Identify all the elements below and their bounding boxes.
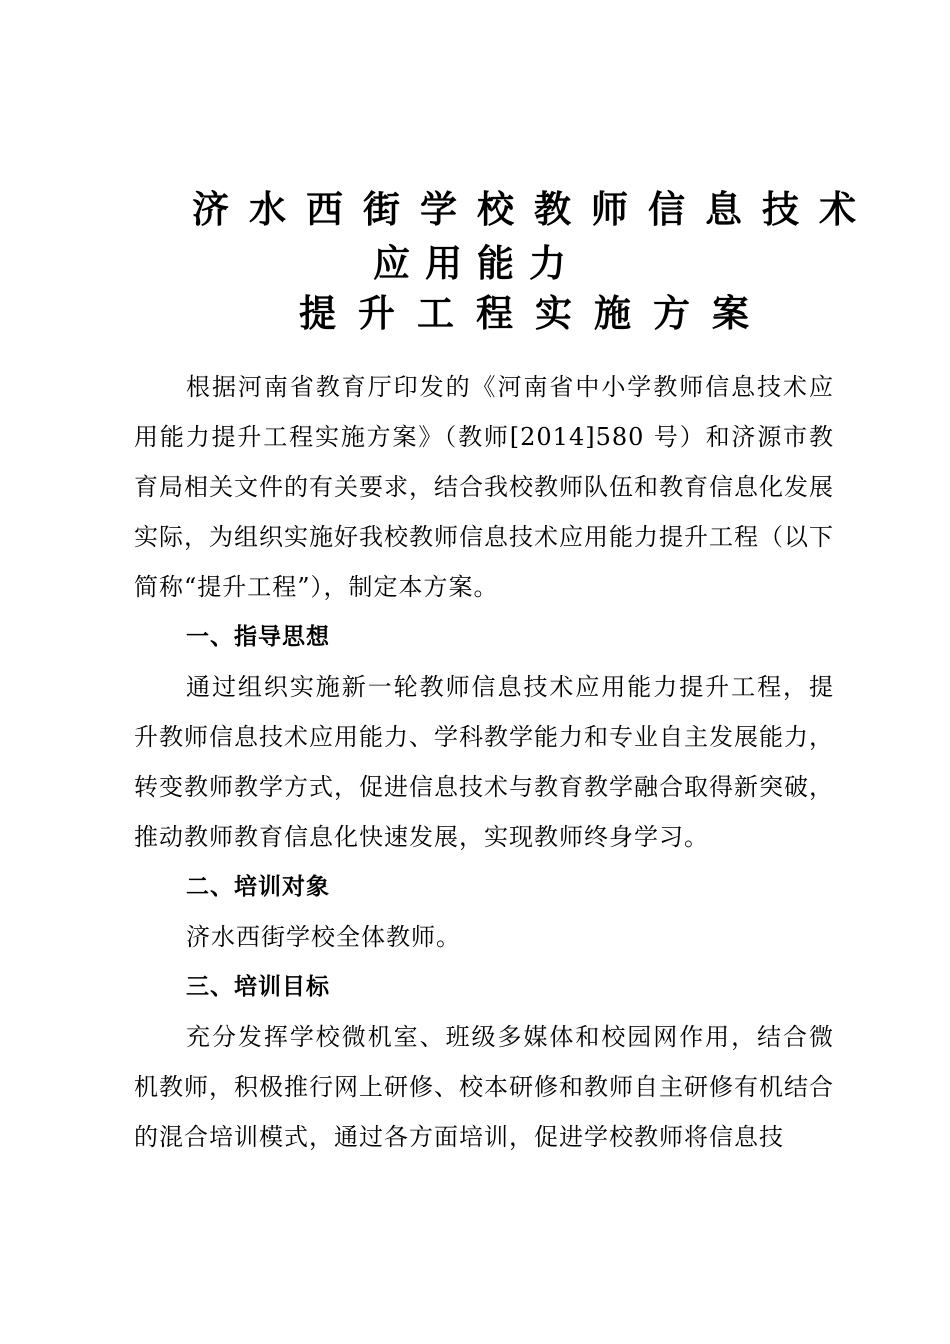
section-heading-guiding-ideology: 一、指导思想 [186, 624, 330, 650]
section-text-training-targets: 济水西街学校全体教师。 [186, 923, 461, 951]
section-text-training-goals: 充分发挥学校微机室、班级多媒体和校园网作用，结合微机教师，积极推行网上研修、校本研修和教师自主研修有机结合的混合培训模式，通过各方面培训，促进学校教师将信息技 [134, 1023, 834, 1151]
intro-paragraph: 根据河南省教育厅印发的《河南省中小学教师信息技术应用能力提升工程实施方案》（教师[2014]580 号）和济源市教育局相关文件的有关要求，结合我校教师队伍和教育信息化发展实际，为组织实施好我校教师信息技术应用能力提升工程（以下简称“提升工程”），制定本方案。 [134, 373, 834, 601]
document-title-line-1: 济水西街学校教师信息技术 [192, 188, 876, 231]
document-title-line-2: 应用能力 [373, 242, 581, 285]
section-heading-training-targets: 二、培训对象 [186, 874, 330, 900]
section-heading-training-goals: 三、培训目标 [186, 974, 330, 1000]
document-body [134, 362, 834, 1162]
document-title-line-3: 提升工程实施方案 [299, 292, 771, 335]
section-text-guiding-ideology: 通过组织实施新一轮教师信息技术应用能力提升工程，提升教师信息技术应用能力、学科教学能力和专业自主发展能力，转变教师教学方式，促进信息技术与教育教学融合取得新突破，推动教师教育信息化快速发展，实现教师终身学习。 [134, 673, 834, 851]
